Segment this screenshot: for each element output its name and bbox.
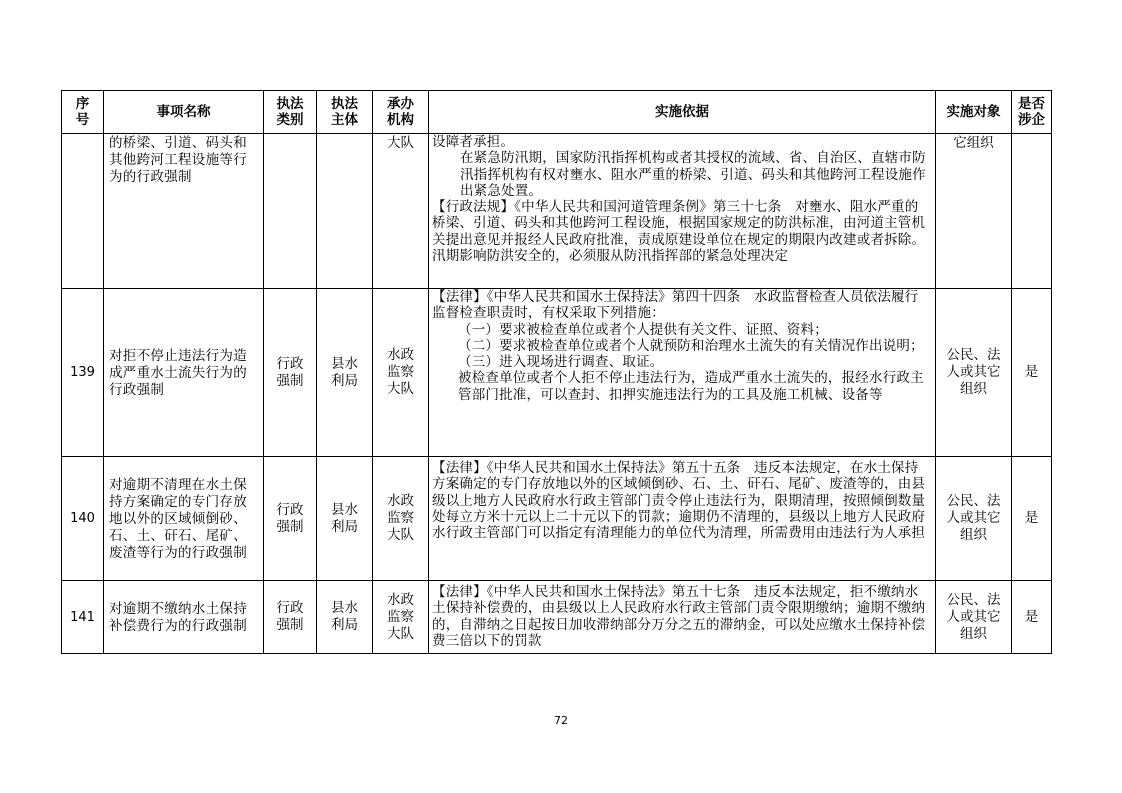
row-subject: 县水利局 — [317, 581, 373, 654]
row-name: 的桥梁、引道、码头和其他跨河工程设施等行为的行政强制 — [104, 134, 264, 289]
row-category: 行政强制 — [264, 289, 317, 457]
row-basis — [429, 289, 936, 457]
row-agency: 大队 — [373, 134, 429, 289]
row-subject — [317, 134, 373, 289]
row-target: 公民、法人或其它组织 — [936, 457, 1012, 581]
row-name: 对逾期不缴纳水土保持补偿费行为的行政强制 — [104, 581, 264, 654]
basis-paragraph: （二）要求被检查单位或者个人就预防和治理水土流失的有关情况作出说明； — [458, 337, 924, 354]
basis-paragraph: 设障者承担。 — [432, 134, 515, 150]
header-category: 执法类别 — [264, 91, 317, 134]
row-enterprise: 是 — [1012, 581, 1052, 654]
table-row — [62, 134, 1052, 289]
row-seq — [62, 134, 104, 289]
basis-paragraph: 【行政法规】《中华人民共和国河道管理条例》第三十七条 对壅水、阻水严重的桥梁、引道、码头和其他跨河工程设施，根据国家规定的防洪标准，由河道主管机关提出意见并报经人民政府批准，责成原建设单位在规定的期限内改建或者拆除。汛期影响防洪安全的，必须服从防汛指挥部的紧急处理决定 — [432, 199, 926, 265]
header-seq: 序号 — [62, 91, 104, 134]
row-seq: 139 — [62, 289, 104, 457]
row-category: 行政强制 — [264, 581, 317, 654]
row-seq: 141 — [62, 581, 104, 654]
basis-paragraph: 【法律】《中华人民共和国水土保持法》第五十七条 违反本法规定，拒不缴纳水土保持补偿费的，由县级以上人民政府水行政主管部门责令限期缴纳；逾期不缴纳的，自滞纳之日起按日加收滞纳部分万分之五的滞纳金，可以处应缴水土保持补偿费三倍以下的罚款 — [432, 584, 926, 649]
row-enterprise: 是 — [1012, 289, 1052, 457]
table-row — [62, 289, 1052, 457]
row-subject: 县水利局 — [317, 457, 373, 581]
header-subject: 执法主体 — [317, 91, 373, 134]
basis-paragraph: 【法律】《中华人民共和国水土保持法》第五十五条 违反本法规定，在水土保持方案确定的专门存放地以外的区域倾倒砂、石、土、矸石、尾矿、废渣等的，由县级以上地方人民政府水行政主管部门责令停止违法行为，限期清理，按照倾倒数量处每立方米十元以上二十元以下的罚款；逾期仍不清理的，县级以上地方人民政府水行政主管部门可以指定有清理能力的单位代为清理，所需费用由违法行为人承担 — [432, 460, 926, 542]
row-name: 对逾期不清理在水土保持方案确定的专门存放地以外的区域倾倒砂、石、土、矸石、尾矿、废渣等行为的行政强制 — [104, 457, 264, 581]
basis-paragraph: 在紧急防汛期，国家防汛指挥机构或者其授权的流域、省、自治区、直辖市防汛指挥机构有权对壅水、阻水严重的桥梁、引道、码头和其他跨河工程设施作出紧急处置。 — [460, 150, 926, 199]
basis-paragraph: 【法律】《中华人民共和国水土保持法》第四十四条 水政监督检查人员依法履行监督检查职责时，有权采取下列措施： — [432, 289, 919, 322]
basis-paragraph: （三）进入现场进行调查、取证。 — [458, 354, 664, 371]
row-agency: 水政监察大队 — [373, 457, 429, 581]
row-agency: 水政监察大队 — [373, 289, 429, 457]
header-name: 事项名称 — [104, 91, 264, 134]
row-enterprise — [1012, 134, 1052, 289]
header-row — [62, 91, 1052, 134]
row-category — [264, 134, 317, 289]
table-row — [62, 457, 1052, 581]
row-name: 对拒不停止违法行为造成严重水土流失行为的行政强制 — [104, 289, 264, 457]
header-basis: 实施依据 — [429, 91, 936, 134]
basis-paragraph: 被检查单位或者个人拒不停止违法行为，造成严重水土流失的，报经水行政主管部门批准，可以查封、扣押实施违法行为的工具及施工机械、设备等 — [458, 370, 924, 403]
basis-paragraph: （一）要求被检查单位或者个人提供有关文件、证照、资料； — [458, 321, 828, 338]
row-enterprise: 是 — [1012, 457, 1052, 581]
row-subject: 县水利局 — [317, 289, 373, 457]
page-number: 72 — [554, 714, 568, 727]
row-category: 行政强制 — [264, 457, 317, 581]
row-agency: 水政监察大队 — [373, 581, 429, 654]
enforcement-table — [61, 90, 1052, 654]
row-basis — [429, 581, 936, 654]
row-target: 公民、法人或其它组织 — [936, 581, 1012, 654]
row-seq: 140 — [62, 457, 104, 581]
row-basis — [429, 457, 936, 581]
header-agency: 承办机构 — [373, 91, 429, 134]
table-row — [62, 581, 1052, 654]
row-target: 它组织 — [936, 134, 1012, 289]
row-basis — [429, 134, 936, 289]
header-enterprise: 是否涉企 — [1012, 91, 1052, 134]
row-target: 公民、法人或其它组织 — [936, 289, 1012, 457]
header-target: 实施对象 — [936, 91, 1012, 134]
